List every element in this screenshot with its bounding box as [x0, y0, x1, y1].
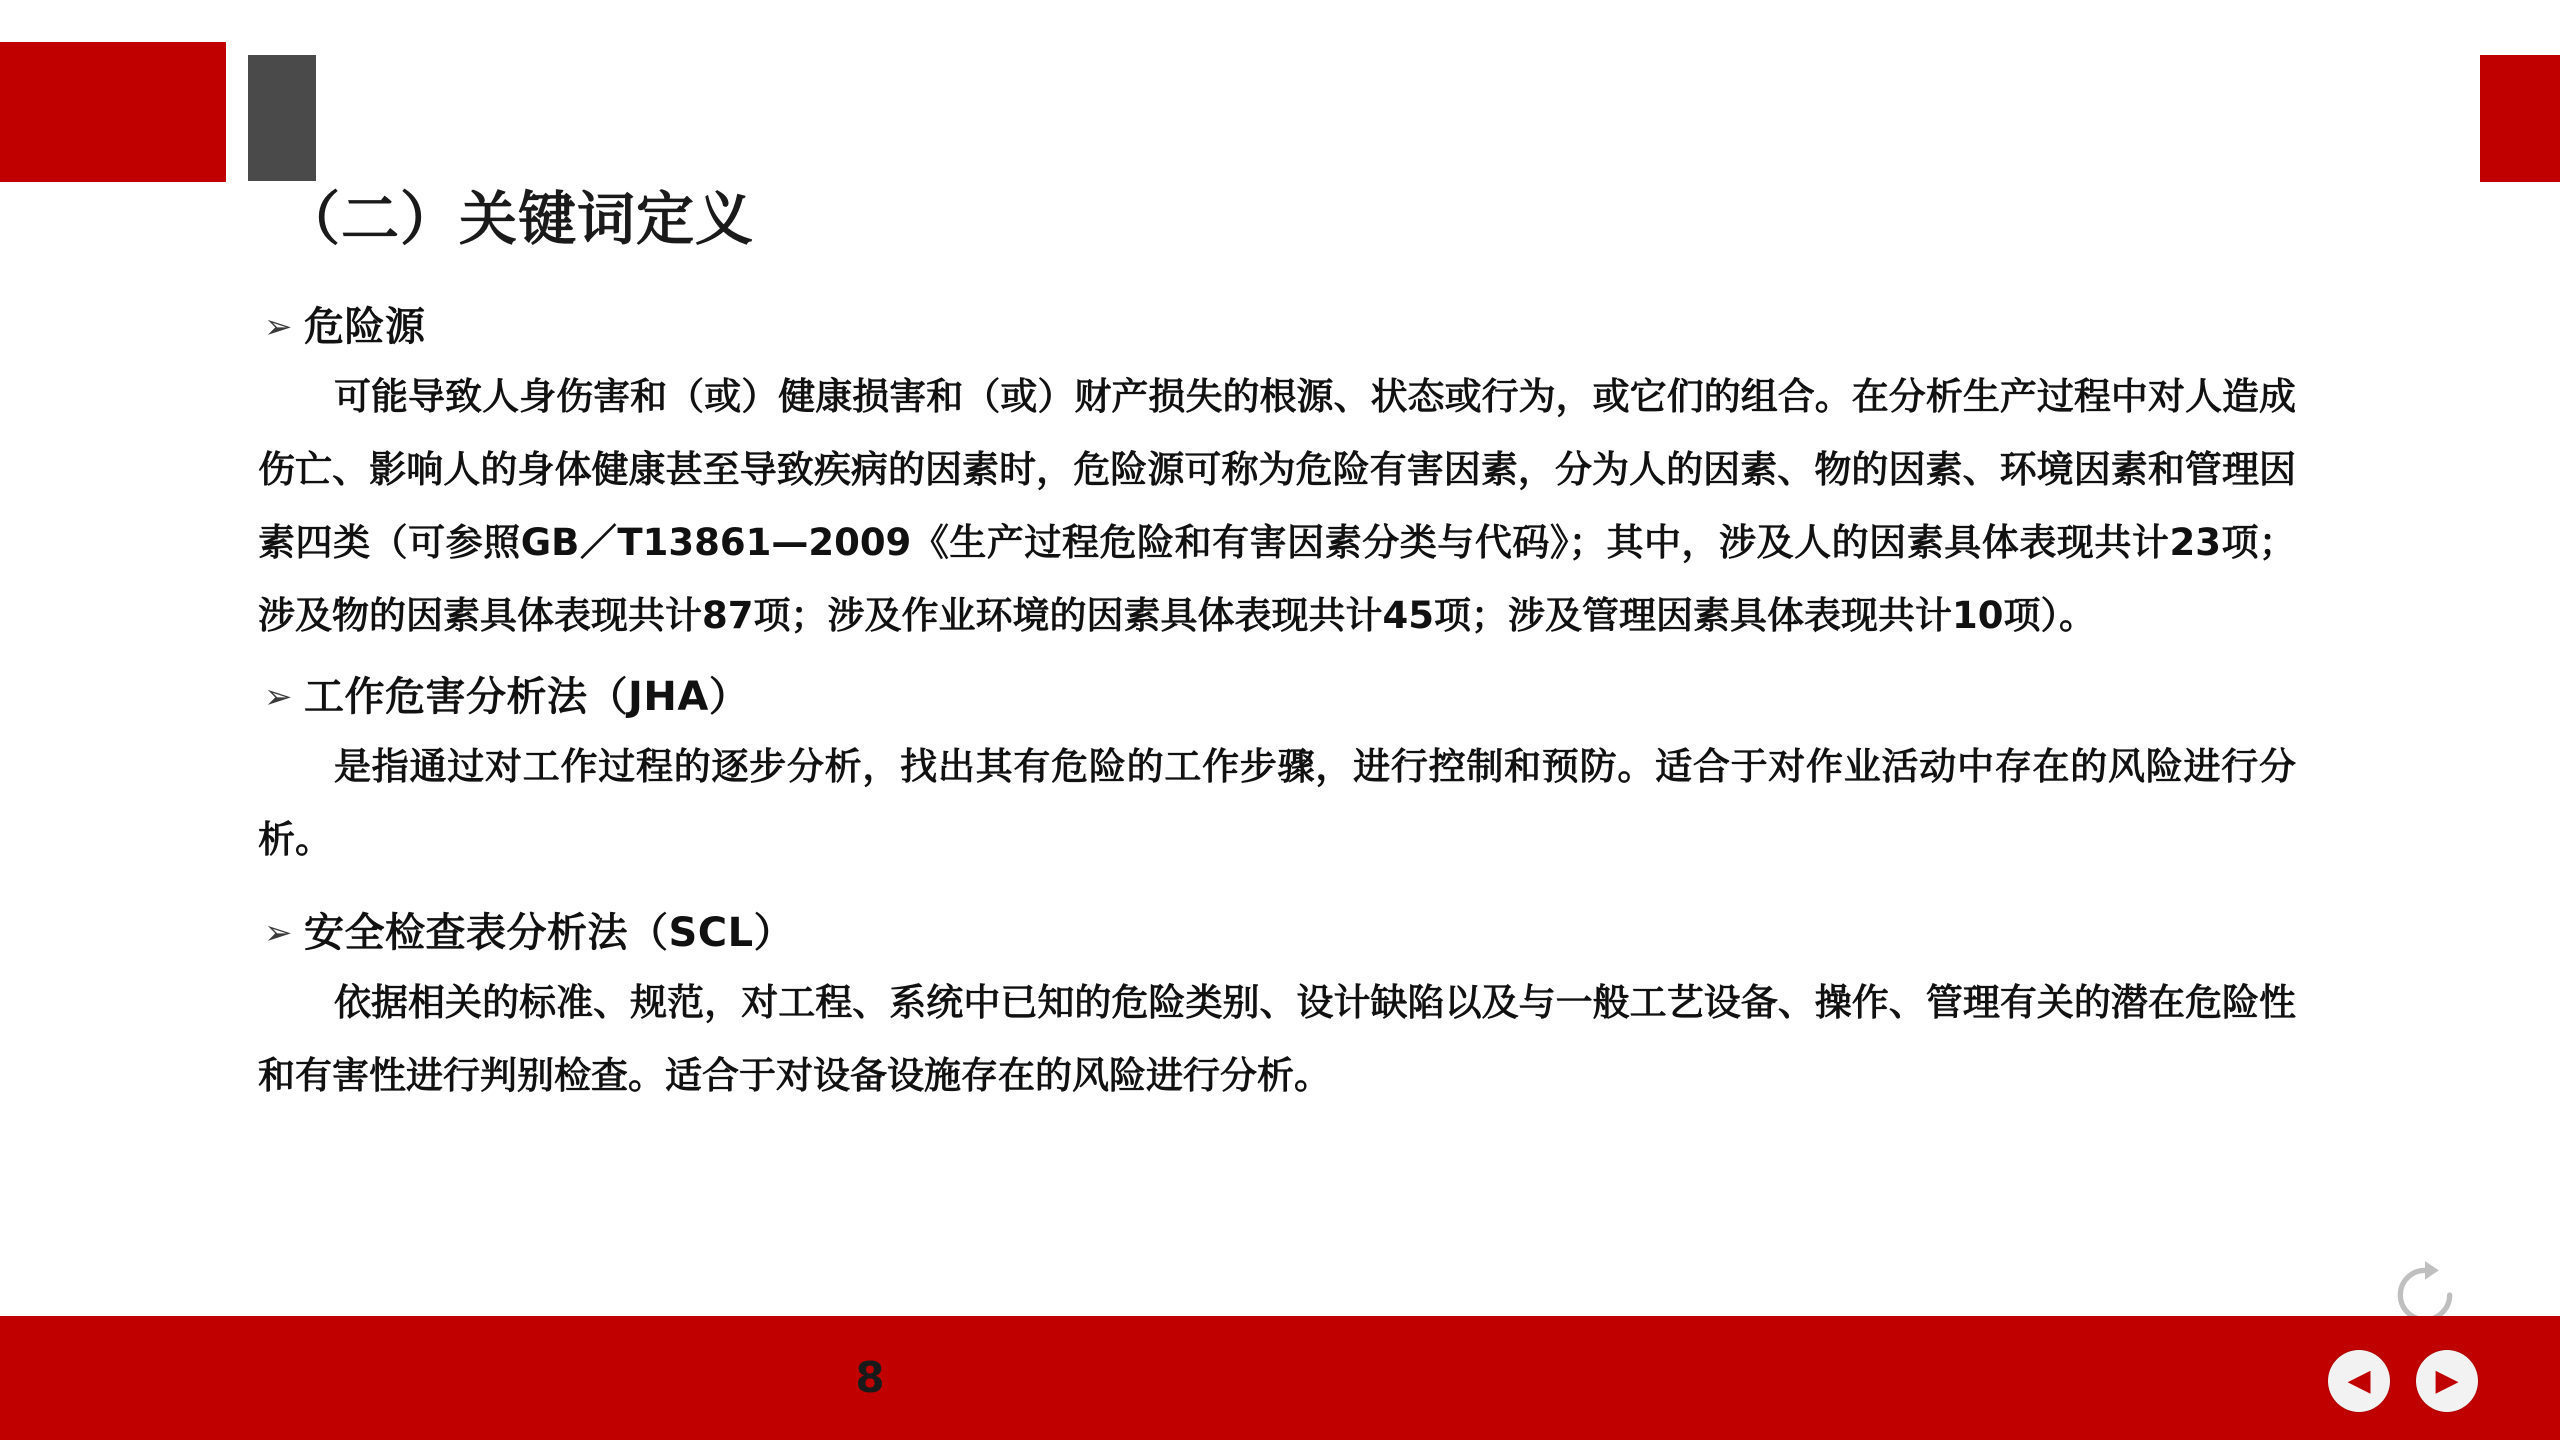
arrow-right-icon: ➢ [264, 677, 293, 717]
bullet-body-text: 依据相关的标准、规范，对工程、系统中已知的危险类别、设计缺陷以及与一般工艺设备、操作、管理有关的潜在危险性和有害性进行判别检查。适合于对设备设施存在的风险进行分析。 [258, 981, 2296, 1097]
top-right-red-block [2480, 55, 2560, 182]
bullet-item-jha [258, 672, 2296, 722]
top-gray-block [248, 55, 316, 181]
slide-body [258, 296, 2296, 1112]
previous-slide-button[interactable]: ◀ [2328, 1350, 2390, 1412]
arrow-right-icon: ➢ [264, 913, 293, 953]
bullet-heading: 危险源 [304, 304, 426, 350]
bullet-item-scl [258, 908, 2296, 958]
bullet-heading: 工作危害分析法（JHA） [304, 674, 750, 720]
top-left-red-block [0, 42, 226, 182]
bullet-body-text: 是指通过对工作过程的逐步分析，找出其有危险的工作步骤，进行控制和预防。适合于对作业活动中存在的风险进行分析。 [258, 745, 2296, 861]
bullet-body-text: 可能导致人身伤害和（或）健康损害和（或）财产损失的根源、状态或行为，或它们的组合。在分析生产过程中对人造成伤亡、影响人的身体健康甚至导致疾病的因素时，危险源可称为危险有害因素，分为人的因素、物的因素、环境因素和管理因素四类（可参照GB／T13861—2009《生产过程危险和有害因素分类与代码》；其中，涉及人的因素具体表现共计23项；涉及物的因素具体表现共计87项；涉及作业环境的因素具体表现共计45项；涉及管理因素具体表现共计10项）。 [258, 375, 2296, 637]
bullet-item-hazard-source [258, 302, 2296, 352]
arrow-right-icon: ➢ [264, 307, 293, 347]
navigation-buttons [2328, 1350, 2478, 1412]
bullet-heading: 安全检查表分析法（SCL） [304, 910, 795, 956]
page-number: 8 [855, 1353, 885, 1402]
page-title: （二）关键词定义 [282, 185, 755, 253]
next-slide-button[interactable]: ▶ [2416, 1350, 2478, 1412]
